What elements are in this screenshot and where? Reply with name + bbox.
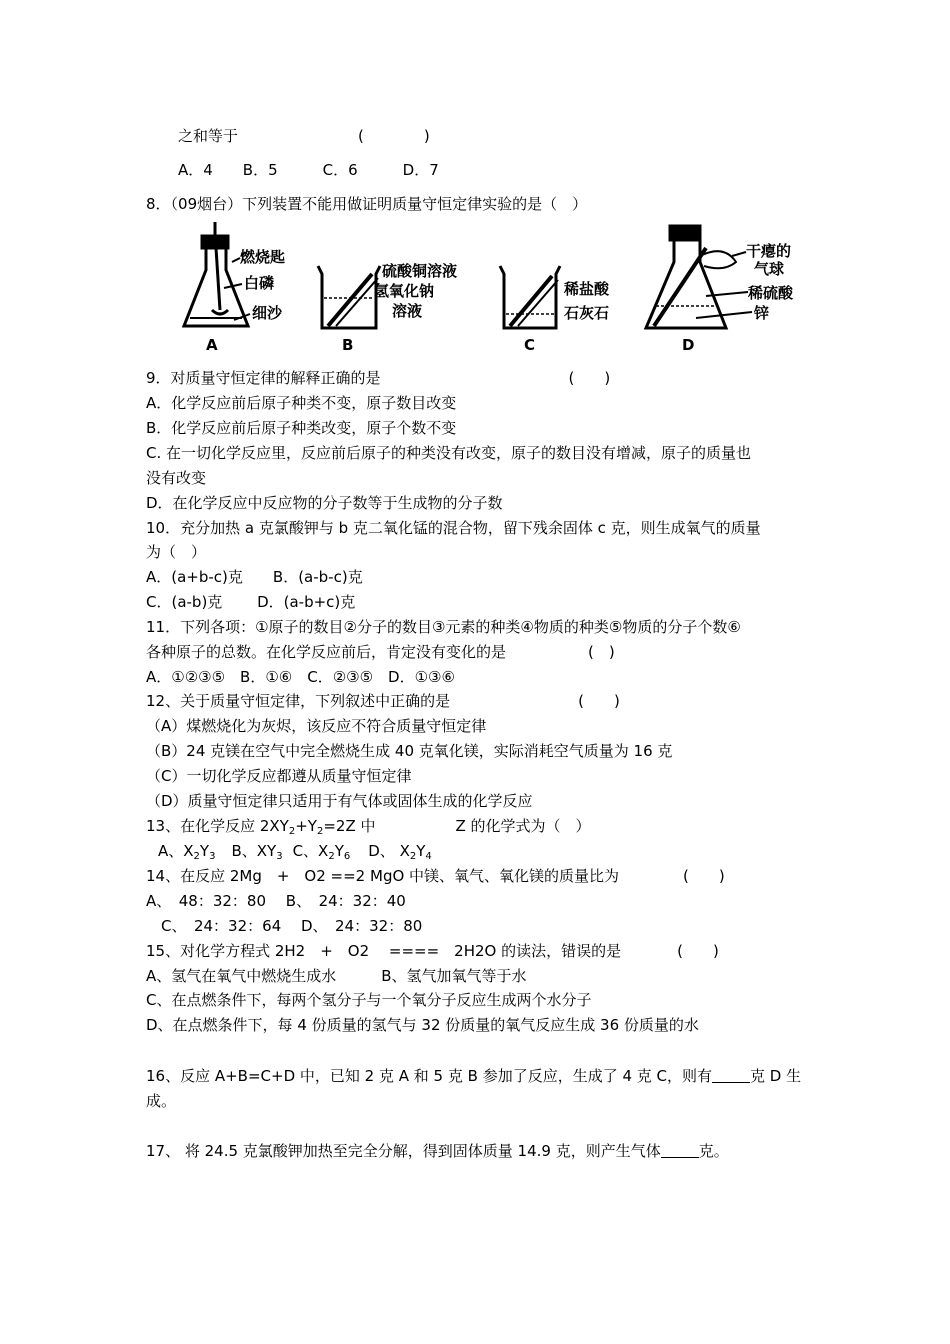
- q16-stem-cont: 成。: [146, 1092, 177, 1110]
- q15-stem: 15、对化学方程式 2H2 + O2 ==== 2H2O 的读法，错误的是 ( ): [146, 942, 719, 960]
- fig-b-caption: B: [342, 336, 354, 354]
- fig-d-label-4: 锌: [754, 304, 770, 322]
- q13-stem: 13、在化学反应 $2XY_2+Y_2=2Z$ 中 Z 的化学式为（ ）: [146, 817, 591, 837]
- fig-d-label-1: 干瘪的: [746, 242, 792, 260]
- fig-a-label-1: 燃烧匙: [240, 248, 286, 266]
- q8-apparatus-figure: [176, 222, 816, 358]
- q9-option-b: B．化学反应前后原子种类改变，原子个数不变: [146, 419, 457, 437]
- fig-c-label-2: 石灰石: [564, 304, 610, 322]
- q15-option-d: D、在点燃条件下，每 4 份质量的氢气与 32 份质量的氧气反应生成 36 份质量的水: [146, 1016, 699, 1034]
- q15-option-c: C、在点燃条件下，每两个氢分子与一个氧分子反应生成两个水分子: [146, 991, 592, 1009]
- q13-options: A、$X_2Y_3$ B、$XY_3$ C、$X_2Y_6$ D、 $X_2Y_4$: [158, 842, 432, 862]
- q11-stem-cont: 各种原子的总数。在化学反应前后，肯定没有变化的是 ( ): [146, 643, 615, 661]
- q12-option-a: （A）煤燃烧化为灰烬，该反应不符合质量守恒定律: [146, 717, 487, 735]
- q8-stem: 8．（09烟台）下列装置不能用做证明质量守恒定律实验的是（ ）: [146, 195, 588, 213]
- q17-answer-blank[interactable]: [661, 1143, 699, 1158]
- q12-stem: 12、关于质量守恒定律，下列叙述中正确的是 ( ): [146, 692, 620, 710]
- q9-option-c: C. 在一切化学反应里，反应前后原子的种类没有改变，原子的数目没有增减，原子的质量也: [146, 444, 752, 462]
- q11-stem: 11．下列各项：①原子的数目②分子的数目③元素的种类④物质的种类⑤物质的分子个数⑥: [146, 618, 741, 636]
- q16-stem: 16、反应 A+B=C+D 中，已知 2 克 A 和 5 克 B 参加了反应，生成了 4 克 C，则有 克 D 生: [146, 1067, 802, 1085]
- q10-stem: 10．充分加热 a 克氯酸钾与 b 克二氧化锰的混合物，留下残余固体 c 克，则生成氧气的质量: [146, 519, 761, 537]
- fig-b-label-1: 硫酸铜溶液: [382, 262, 458, 280]
- apparatus-c: [500, 266, 560, 328]
- q10-options-cd: C．(a-b)克 D．(a-b+c)克: [146, 593, 356, 611]
- fig-a-caption: A: [206, 336, 218, 354]
- fig-c-label-1: 稀盐酸: [564, 280, 610, 298]
- q14-stem: 14、在反应 2Mg + O2 ==2 MgO 中镁、氧气、氧化镁的质量比为 ( ): [146, 867, 725, 885]
- q11-options: A．①②③⑤ B．①⑥ C．②③⑤ D．①③⑥: [146, 668, 455, 686]
- apparatus-b: [318, 266, 380, 328]
- q12-option-d: （D）质量守恒定律只适用于有气体或固体生成的化学反应: [146, 792, 533, 810]
- q17-stem: 17、 将 24.5 克氯酸钾加热至完全分解，得到固体质量 14.9 克，则产生气体 克。: [146, 1142, 729, 1160]
- fig-c-caption: C: [524, 336, 536, 354]
- q9-stem: 9．对质量守恒定律的解释正确的是 ( ): [146, 369, 611, 387]
- q9-option-a: A．化学反应前后原子种类不变，原子数目改变: [146, 394, 457, 412]
- q9-option-d: D．在化学反应中反应物的分子数等于生成物的分子数: [146, 494, 503, 512]
- q9-option-c-cont: 没有改变: [146, 469, 207, 487]
- fig-d-label-2: 气球: [754, 260, 785, 278]
- fig-b-label-2: 氢氧化钠: [374, 282, 435, 300]
- apparatus-d: [646, 226, 752, 328]
- q12-option-c: （C）一切化学反应都遵从质量守恒定律: [146, 767, 412, 785]
- continued-options: A．4 B．5 C．6 D．7: [178, 161, 439, 179]
- continued-line: 之和等于 ( ): [178, 127, 430, 145]
- fig-a-label-2: 白磷: [244, 274, 275, 292]
- q10-stem-cont: 为（ ）: [146, 543, 207, 561]
- q16-answer-blank[interactable]: [712, 1068, 750, 1083]
- q15-options-ab: A、氢气在氧气中燃烧生成水 B、氢气加氧气等于水: [146, 967, 527, 985]
- fig-d-label-3: 稀硫酸: [748, 284, 794, 302]
- fig-a-label-3: 细沙: [252, 304, 283, 322]
- q10-options-ab: A．(a+b-c)克 B．(a-b-c)克: [146, 568, 363, 586]
- fig-d-caption: D: [682, 336, 695, 354]
- fig-b-label-3: 溶液: [392, 302, 423, 320]
- apparatus-a: [184, 222, 250, 326]
- q14-options-ab: A、 48：32：80 B、 24：32：40: [146, 892, 406, 910]
- q12-option-b: （B）24 克镁在空气中完全燃烧生成 40 克氧化镁，实际消耗空气质量为 16 克: [146, 742, 673, 760]
- q14-options-cd: C、 24：32：64 D、 24：32：80: [146, 917, 423, 935]
